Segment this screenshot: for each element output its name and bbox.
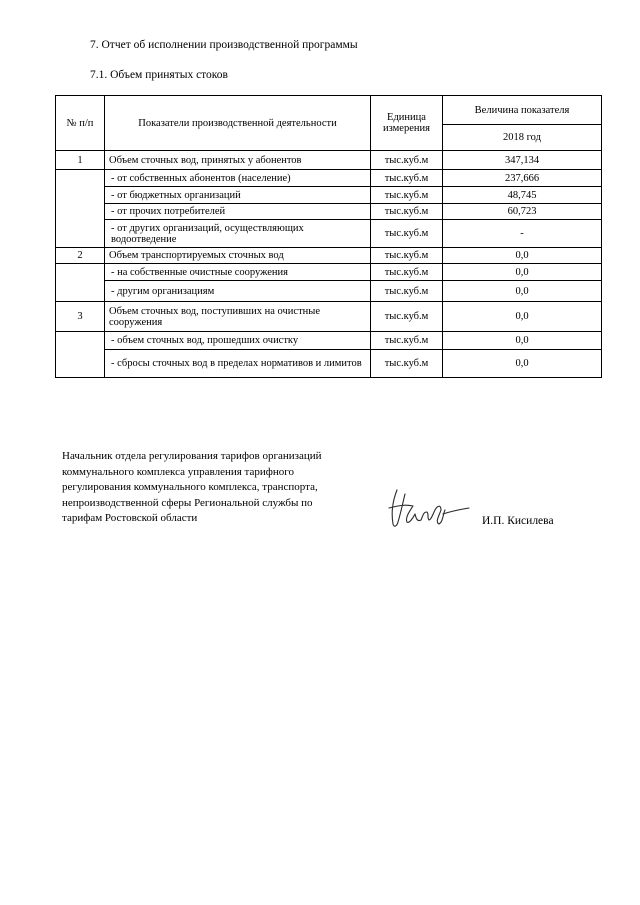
section-title: 7. Отчет об исполнении производственной программы	[90, 39, 358, 51]
table-row	[56, 302, 602, 332]
row-value: 60,723	[443, 204, 602, 220]
row-unit: тыс.куб.м	[371, 264, 443, 281]
row-num	[56, 264, 105, 302]
table-row	[56, 220, 602, 248]
row-value: 0,0	[443, 264, 602, 281]
row-name: - объем сточных вод, прошедших очистку	[105, 332, 371, 350]
row-name: - от собственных абонентов (население)	[105, 170, 371, 187]
row-value: 0,0	[443, 302, 602, 332]
row-name: Объем транспортируемых сточных вод	[105, 248, 371, 264]
row-value: 0,0	[443, 332, 602, 350]
row-name: Объем сточных вод, поступивших на очистные сооружения	[105, 302, 371, 332]
row-unit: тыс.куб.м	[371, 220, 443, 248]
position-line: тарифам Ростовской области	[62, 512, 198, 524]
header-value-group: Величина показателя	[443, 96, 602, 125]
row-num	[56, 170, 105, 248]
row-name: - от бюджетных организаций	[105, 187, 371, 204]
row-value: 0,0	[443, 281, 602, 302]
position-line: коммунального комплекса управления тарифного	[62, 465, 294, 478]
table-row	[56, 204, 602, 220]
row-num	[56, 332, 105, 378]
row-unit: тыс.куб.м	[371, 187, 443, 204]
row-num: 2	[56, 248, 105, 264]
row-value: 0,0	[443, 350, 602, 378]
report-table	[55, 95, 602, 378]
header-num: № п/п	[56, 96, 105, 151]
row-value: 237,666	[443, 170, 602, 187]
row-unit: тыс.куб.м	[371, 204, 443, 220]
table-row	[56, 350, 602, 378]
row-value: 0,0	[443, 248, 602, 264]
table-row	[56, 281, 602, 302]
header-indicator: Показатели производственной деятельности	[105, 96, 371, 151]
table-row	[56, 264, 602, 281]
row-value: 347,134	[443, 151, 602, 170]
table-row	[56, 248, 602, 264]
row-unit: тыс.куб.м	[371, 281, 443, 302]
row-value: -	[443, 220, 602, 248]
table-row	[56, 187, 602, 204]
position-line: Начальник отдела регулирования тарифов организаций	[62, 450, 322, 462]
row-unit: тыс.куб.м	[371, 350, 443, 378]
row-value: 48,745	[443, 187, 602, 204]
position-line: непроизводственной сферы Региональной службы по	[62, 496, 313, 509]
row-unit: тыс.куб.м	[371, 332, 443, 350]
signatory-position	[62, 449, 382, 527]
row-num: 3	[56, 302, 105, 332]
header-year: 2018 год	[443, 125, 602, 151]
row-name: - от других организаций, осуществляющих водоотведение	[105, 220, 371, 248]
row-unit: тыс.куб.м	[371, 248, 443, 264]
row-name: Объем сточных вод, принятых у абонентов	[105, 151, 371, 170]
signer-name: И.П. Кисилева	[482, 515, 554, 527]
row-unit: тыс.куб.м	[371, 151, 443, 170]
row-name: - на собственные очистные сооружения	[105, 264, 371, 281]
row-name: - другим организациям	[105, 281, 371, 302]
table-row	[56, 170, 602, 187]
table-row	[56, 332, 602, 350]
header-unit: Единица измерения	[371, 96, 443, 151]
row-unit: тыс.куб.м	[371, 302, 443, 332]
table-row	[56, 151, 602, 170]
row-name: - сбросы сточных вод в пределах нормативов и лимитов	[105, 350, 371, 378]
position-line: регулирования коммунального комплекса, транспорта,	[62, 481, 318, 493]
row-name: - от прочих потребителей	[105, 204, 371, 220]
row-unit: тыс.куб.м	[371, 170, 443, 187]
row-num: 1	[56, 151, 105, 170]
subsection-title: 7.1. Объем принятых стоков	[90, 69, 228, 81]
handwritten-signature-icon	[383, 484, 473, 534]
